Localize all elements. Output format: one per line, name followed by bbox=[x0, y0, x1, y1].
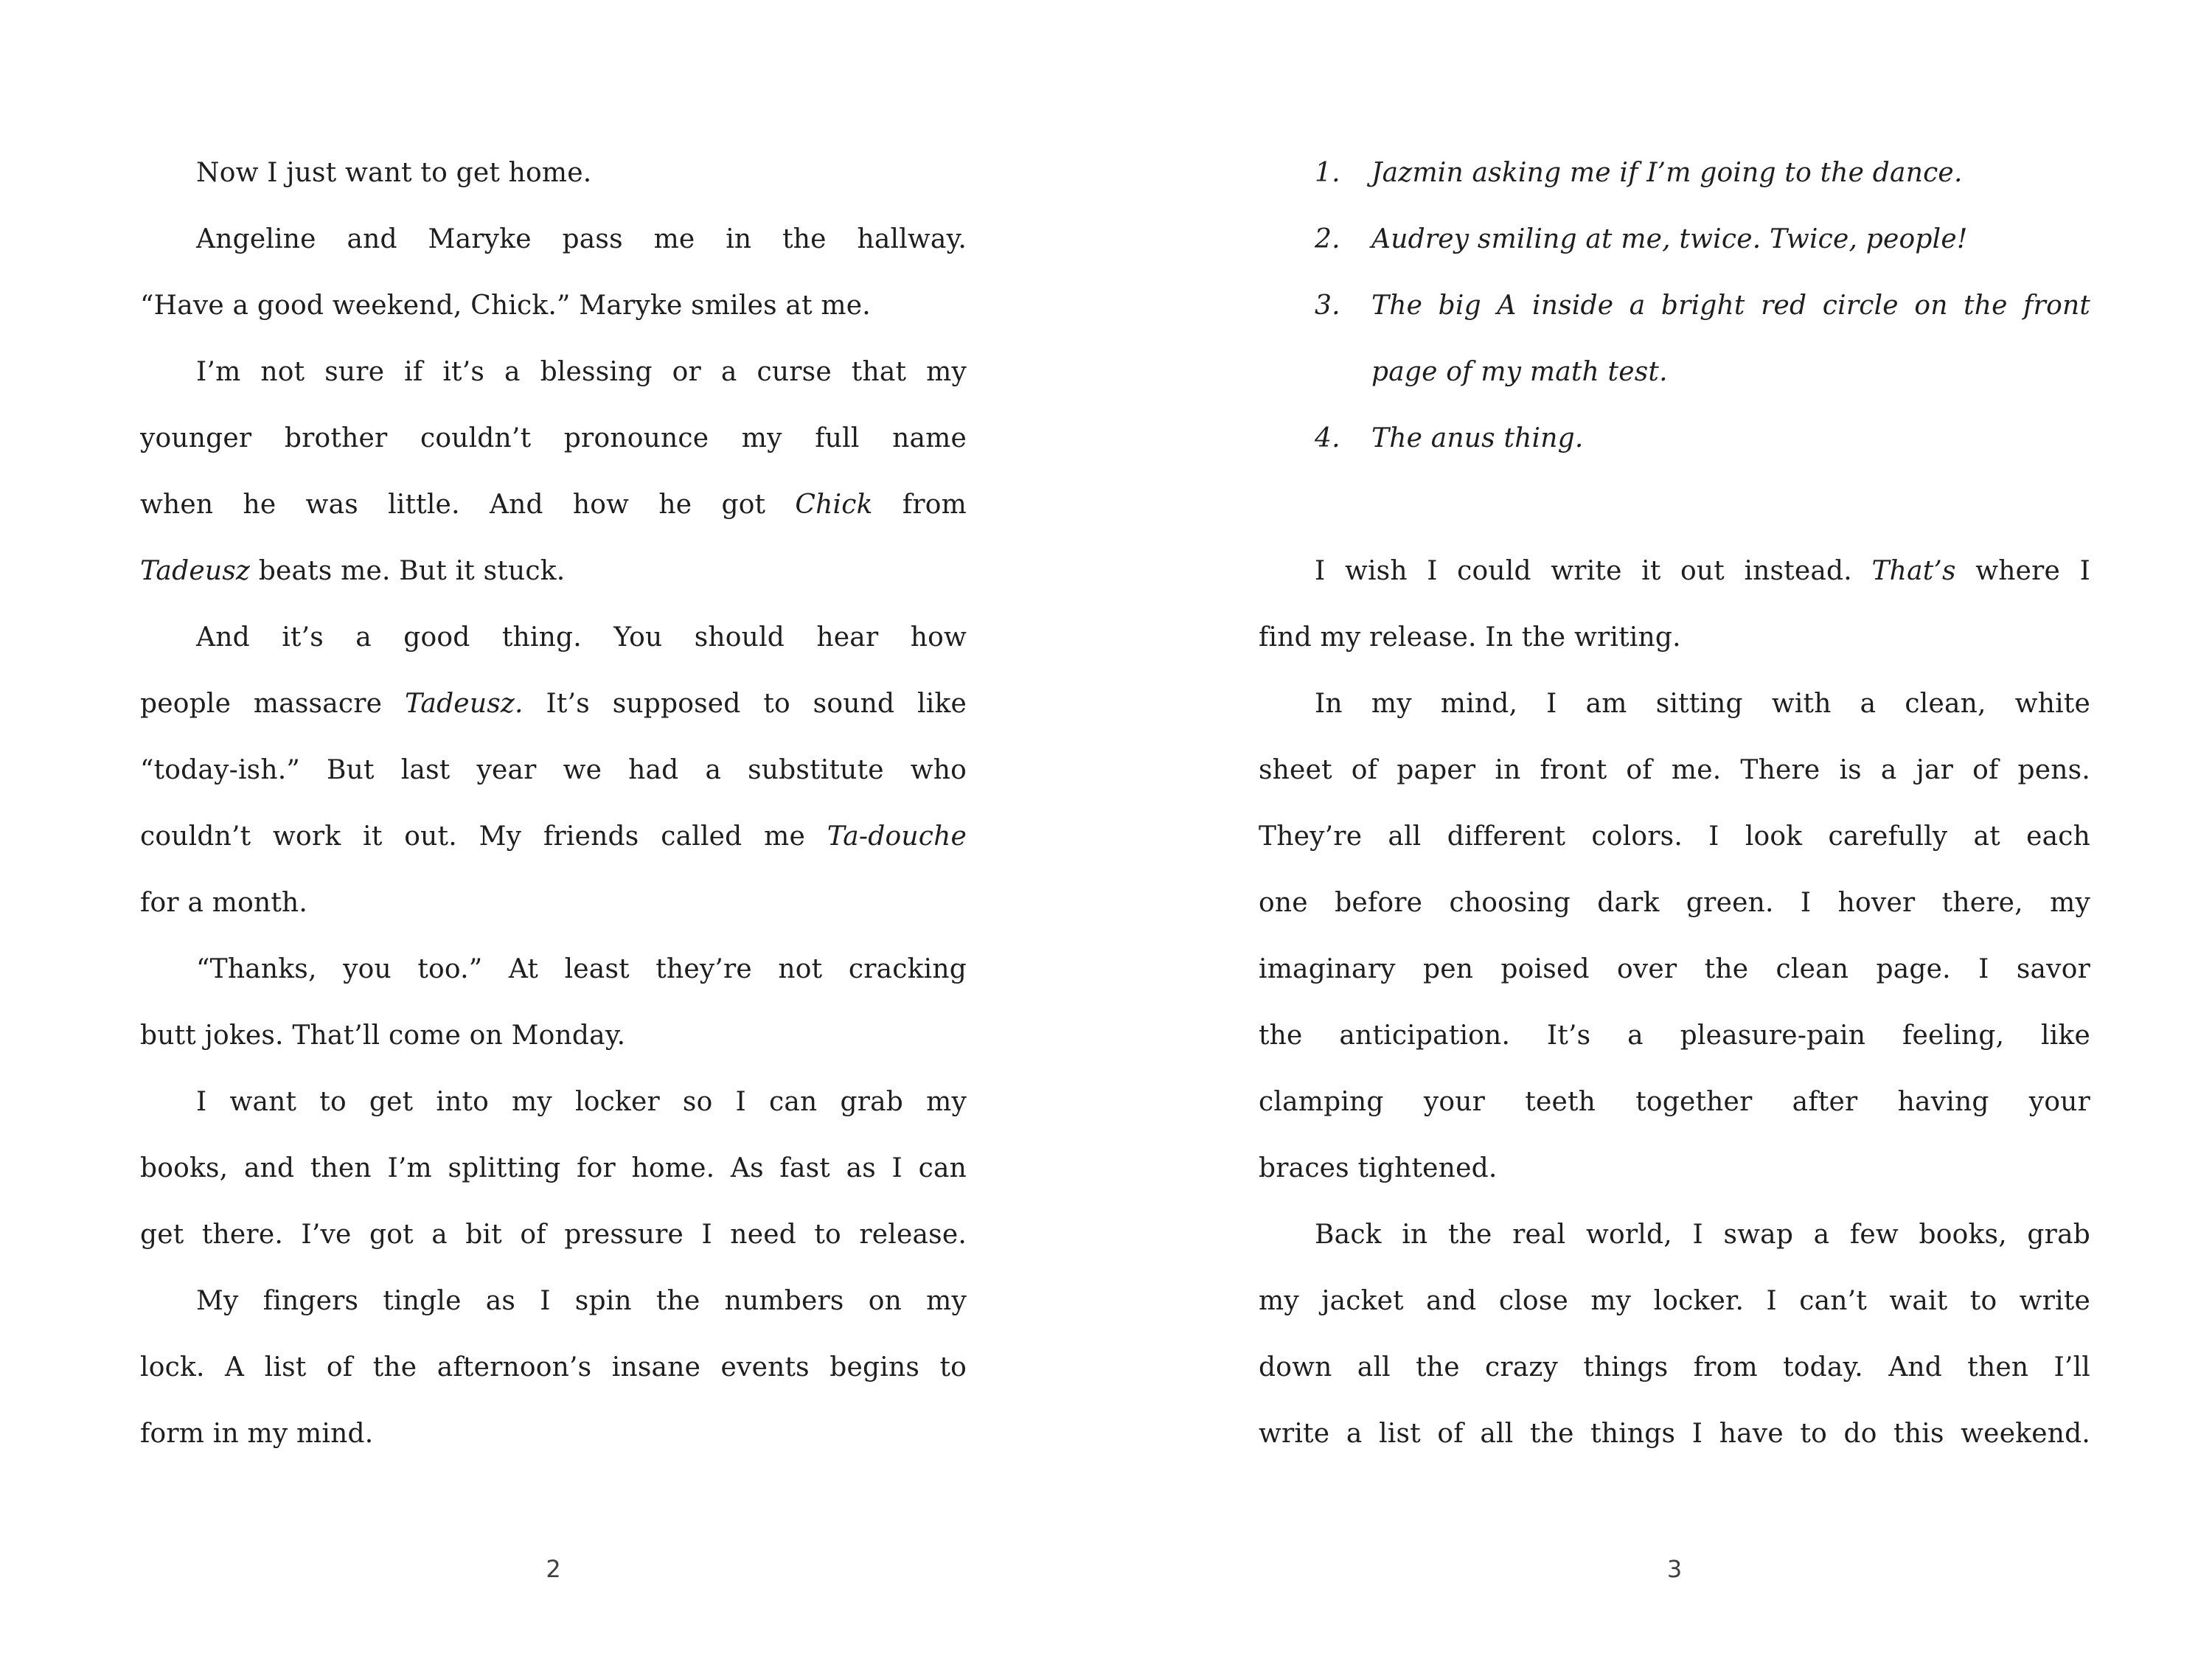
text-line bbox=[1259, 140, 2090, 206]
text-line bbox=[140, 1202, 967, 1268]
right-page-number: 3 bbox=[1666, 1555, 1683, 1583]
text-line bbox=[1259, 605, 2090, 671]
text-line bbox=[140, 1069, 967, 1135]
text-segment: Back in the real world, I swap a few books, grab bbox=[1315, 1220, 2090, 1250]
text-segment: when he was little. And how he got bbox=[140, 490, 796, 520]
text-segment: Angeline and Maryke pass me in the hallway. bbox=[196, 224, 967, 254]
text-segment: down all the crazy things from today. And then I’ll bbox=[1259, 1352, 2090, 1382]
text-line bbox=[1259, 339, 2090, 406]
text-segment: sheet of paper in front of me. There is a jar of pens. bbox=[1259, 755, 2090, 785]
text-segment: my jacket and close my locker. I can’t wait to write bbox=[1259, 1286, 2090, 1316]
text-segment: Now I just want to get home. bbox=[196, 158, 592, 188]
text-segment: “Thanks, you too.” At least they’re not cracking bbox=[196, 954, 967, 984]
text-segment: It’s supposed to sound like bbox=[523, 689, 967, 719]
text-segment: the anticipation. It’s a pleasure-pain feeling, like bbox=[1259, 1020, 2090, 1051]
text-line bbox=[1259, 273, 2090, 339]
text-segment: They’re all different colors. I look carefully at each bbox=[1259, 821, 2090, 852]
list-item-number: 3. bbox=[1315, 291, 1340, 321]
text-line bbox=[140, 1135, 967, 1202]
text-segment: from bbox=[872, 490, 967, 520]
text-line bbox=[1259, 1003, 2090, 1069]
text-line bbox=[140, 737, 967, 804]
text-line bbox=[140, 605, 967, 671]
text-line bbox=[1259, 870, 2090, 936]
text-segment: write a list of all the things I have to do this weekend. bbox=[1259, 1419, 2090, 1449]
text-segment: Audrey smiling at me, twice. Twice, people! bbox=[1371, 224, 1968, 254]
text-segment: In my mind, I am sitting with a clean, white bbox=[1315, 689, 2090, 719]
text-line bbox=[140, 1335, 967, 1401]
text-line bbox=[1259, 406, 2090, 472]
text-line bbox=[140, 870, 967, 936]
text-segment: braces tightened. bbox=[1259, 1153, 1498, 1183]
text-segment: I’m not sure if it’s a blessing or a curse that my bbox=[196, 357, 967, 387]
text-line bbox=[1259, 936, 2090, 1003]
text-line bbox=[140, 339, 967, 406]
list-item-number: 4. bbox=[1315, 423, 1340, 453]
text-segment: Jazmin asking me if I’m going to the dance. bbox=[1371, 158, 1963, 188]
text-line bbox=[140, 273, 967, 339]
text-segment: The anus thing. bbox=[1371, 423, 1584, 453]
text-segment: books, and then I’m splitting for home. As fast as I can bbox=[140, 1153, 967, 1183]
list-item-number: 2. bbox=[1315, 224, 1340, 254]
text-line bbox=[140, 804, 967, 870]
text-segment: beats me. But it stuck. bbox=[250, 556, 566, 586]
blank-line bbox=[1259, 472, 2090, 538]
text-line bbox=[1259, 1401, 2090, 1467]
text-line bbox=[140, 1401, 967, 1467]
text-line bbox=[140, 936, 967, 1003]
text-segment: The big A inside a bright red circle on the front bbox=[1371, 291, 2090, 321]
text-segment: “today-ish.” But last year we had a substitute who bbox=[140, 755, 967, 785]
text-segment: get there. I’ve got a bit of pressure I need to release. bbox=[140, 1220, 967, 1250]
text-line bbox=[140, 1268, 967, 1335]
text-line bbox=[140, 472, 967, 538]
text-segment: Ta-douche bbox=[827, 821, 967, 852]
text-line bbox=[1259, 1335, 2090, 1401]
text-line bbox=[1259, 737, 2090, 804]
text-segment: younger brother couldn’t pronounce my full name bbox=[140, 423, 967, 453]
text-line bbox=[1259, 206, 2090, 273]
text-line bbox=[1259, 804, 2090, 870]
text-segment: That’s bbox=[1871, 556, 1956, 586]
text-segment: clamping your teeth together after having your bbox=[1259, 1087, 2090, 1117]
text-segment: My fingers tingle as I spin the numbers on my bbox=[196, 1286, 967, 1316]
text-line bbox=[140, 1003, 967, 1069]
text-segment: imaginary pen poised over the clean page. I savor bbox=[1259, 954, 2090, 984]
text-segment: Tadeusz. bbox=[404, 689, 524, 719]
text-segment: lock. A list of the afternoon’s insane events begins to bbox=[140, 1352, 967, 1382]
left-page-text bbox=[140, 140, 967, 1467]
text-segment: I wish I could write it out instead. bbox=[1315, 556, 1872, 586]
text-segment: people massacre bbox=[140, 689, 405, 719]
text-segment: where I bbox=[1955, 556, 2090, 586]
text-segment: form in my mind. bbox=[140, 1419, 374, 1449]
text-line bbox=[1259, 1268, 2090, 1335]
text-line bbox=[140, 671, 967, 737]
text-segment: butt jokes. That’ll come on Monday. bbox=[140, 1020, 626, 1051]
text-segment: couldn’t work it out. My friends called me bbox=[140, 821, 827, 852]
text-segment: page of my math test. bbox=[1371, 357, 1668, 387]
text-line bbox=[140, 406, 967, 472]
text-segment: Chick bbox=[795, 490, 873, 520]
text-segment: find my release. In the writing. bbox=[1259, 622, 1681, 653]
text-segment: I want to get into my locker so I can grab my bbox=[196, 1087, 967, 1117]
text-line bbox=[1259, 1202, 2090, 1268]
text-line bbox=[140, 206, 967, 273]
text-line bbox=[140, 140, 967, 206]
list-item-number: 1. bbox=[1315, 158, 1340, 188]
text-segment: And it’s a good thing. You should hear how bbox=[196, 622, 967, 653]
right-page-text bbox=[1259, 140, 2090, 1467]
text-segment: Tadeusz bbox=[140, 556, 251, 586]
text-line bbox=[1259, 1135, 2090, 1202]
text-line bbox=[140, 538, 967, 605]
text-line bbox=[1259, 671, 2090, 737]
text-segment: “Have a good weekend, Chick.” Maryke smiles at me. bbox=[140, 291, 871, 321]
text-segment: for a month. bbox=[140, 888, 308, 918]
text-segment: one before choosing dark green. I hover there, my bbox=[1259, 888, 2090, 918]
text-line bbox=[1259, 1069, 2090, 1135]
text-line bbox=[1259, 538, 2090, 605]
left-page-number: 2 bbox=[546, 1555, 561, 1583]
